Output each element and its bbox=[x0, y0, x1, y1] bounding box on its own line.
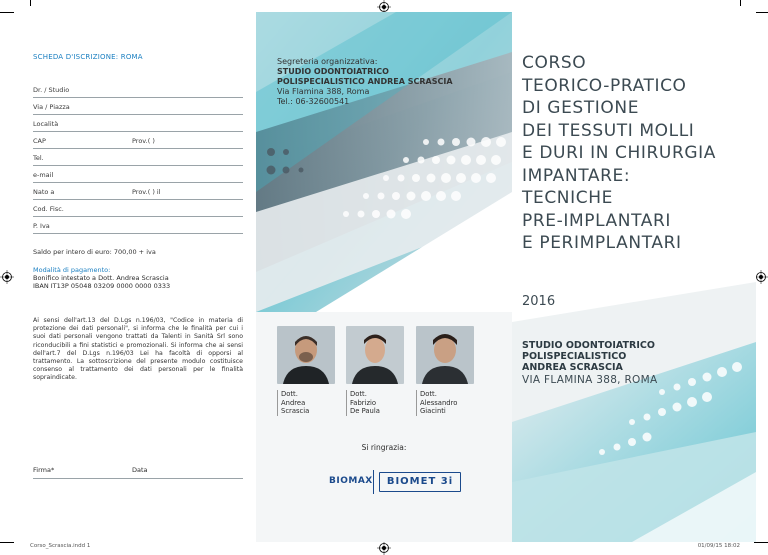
organizer-address: Via Flamina 388, Roma bbox=[277, 87, 370, 96]
doctor-photo bbox=[346, 326, 404, 384]
field-cap[interactable]: CAP Prov.( ) bbox=[33, 134, 243, 149]
info-panel bbox=[256, 12, 512, 542]
payment-line-2: IBAN IT13P 05048 03209 0000 0000 0333 bbox=[33, 282, 171, 290]
print-timestamp: 01/09/15 18:02 bbox=[697, 543, 740, 549]
organizer-phone: Tel.: 06-32600541 bbox=[277, 97, 350, 106]
file-name: Corso_Scrascia.indd 1 bbox=[30, 543, 91, 549]
venue-address: VIA FLAMINA 388, ROMA bbox=[522, 374, 658, 386]
registration-mark-icon bbox=[754, 270, 768, 284]
field-tel[interactable]: Tel. bbox=[33, 151, 243, 166]
crop-mark bbox=[754, 12, 768, 13]
field-localita[interactable]: Località bbox=[33, 117, 243, 132]
organizer-label: Segreteria organizzativa: bbox=[277, 57, 378, 66]
crop-mark bbox=[754, 542, 768, 543]
sponsor-logos bbox=[329, 470, 459, 494]
biomax-logo: BIOMAX bbox=[329, 476, 373, 486]
signature-line[interactable] bbox=[33, 478, 243, 479]
field-studio[interactable]: Dr. / Studio bbox=[33, 83, 243, 98]
course-year: 2016 bbox=[522, 294, 556, 309]
decorative-graphic bbox=[512, 282, 756, 542]
doctor-caption: Dott. Fabrizio De Paula bbox=[346, 390, 404, 416]
course-title: CORSO TEORICO-PRATICO DI GESTIONE DEI TESSUTI MOLLI E DURI IN CHIRURGIA IMPANTARE: TECNICHE PRE-IMPLANTARI E PERIMPLANTARI bbox=[522, 53, 716, 253]
dot-pattern bbox=[256, 122, 512, 282]
field-cod-fisc[interactable]: Cod. Fisc. bbox=[33, 202, 243, 217]
registration-form-panel bbox=[0, 0, 256, 555]
venue-name: STUDIO ODONTOIATRICO POLISPECIALISTICO ANDREA SCRASCIA bbox=[522, 340, 655, 373]
organizer-block bbox=[277, 57, 453, 107]
doctor-caption: Dott. Alessandro Giacinti bbox=[416, 390, 474, 416]
payment-heading: Modalità di pagamento: bbox=[33, 266, 111, 274]
biomet-logo: BIOMET 3i bbox=[379, 472, 461, 492]
registration-mark-icon bbox=[377, 541, 391, 555]
field-nato-a[interactable]: Nato a Prov.( ) il bbox=[33, 185, 243, 200]
field-email[interactable]: e-mail bbox=[33, 168, 243, 183]
firma-label: Firma* bbox=[33, 466, 55, 474]
crop-mark bbox=[740, 0, 741, 6]
thanks-label: Si ringrazia: bbox=[361, 443, 407, 452]
field-p-iva[interactable]: P. Iva bbox=[33, 219, 243, 234]
doctor-card bbox=[346, 326, 404, 416]
saldo-text: Saldo per intero di euro: 700,00 + iva bbox=[33, 248, 156, 256]
data-label: Data bbox=[132, 466, 148, 474]
doctor-photo bbox=[277, 326, 335, 384]
logo-divider bbox=[373, 470, 374, 494]
organizer-name-1: STUDIO ODONTOIATRICO bbox=[277, 67, 389, 76]
payment-info bbox=[33, 266, 170, 290]
organizer-name-2: POLISPECIALISTICO ANDREA SCRASCIA bbox=[277, 77, 453, 86]
payment-line-1: Bonifico intestato a Dott. Andrea Scrascia bbox=[33, 274, 169, 282]
privacy-notice: Ai sensi dell'art.13 del D.Lgs n.196/03, "Codice in materia di protezione dei dati personali", si informa che le finalità per cui i suoi dati personali vengono trattati da Talenti in Sanità Srl sono riconducibili a fini statistici e promozionali. Si informa che ai sensi dell'art.7 del D.Lgs n.196/03 Lei ha facoltà di opporsi al trattamento. La sottoscrizione del presente modulo costituisce consenso al trattamento dei dati personali per le finalità sopraindicate. bbox=[33, 317, 243, 382]
doctor-photo bbox=[416, 326, 474, 384]
doctor-caption: Dott. Andrea Scrascia bbox=[277, 390, 335, 416]
doctor-card bbox=[277, 326, 335, 416]
doctor-card bbox=[416, 326, 474, 416]
field-via[interactable]: Via / Piazza bbox=[33, 100, 243, 115]
form-title: SCHEDA D'ISCRIZIONE: ROMA bbox=[33, 53, 143, 61]
